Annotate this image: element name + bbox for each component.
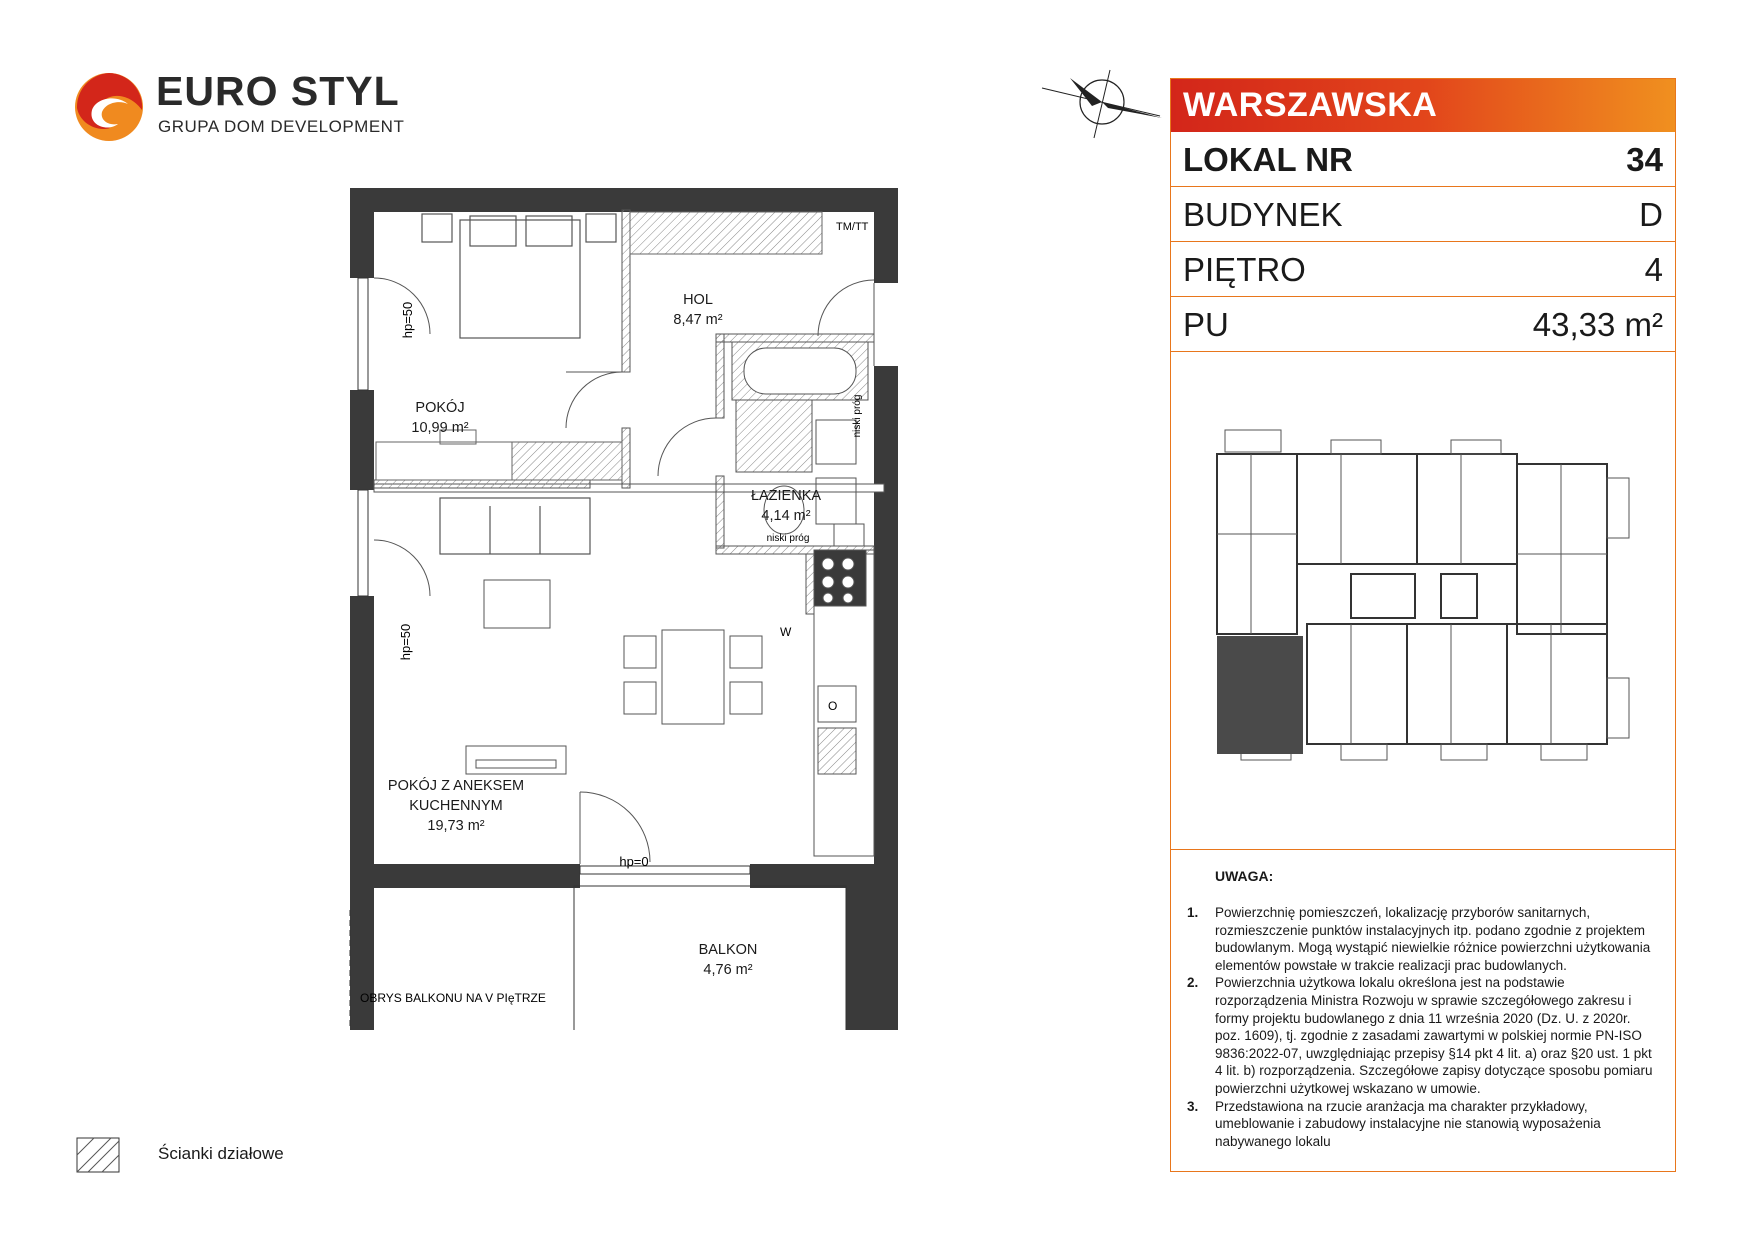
info-row-budynek [1171,187,1675,242]
info-row-pietro [1171,242,1675,297]
room-balkon-area: 4,76 m² [703,962,753,978]
info-row-lokal [1171,132,1675,187]
info-panel [1170,78,1676,1172]
room-salon-area: 19,73 m² [427,818,485,834]
brand-subtitle: GRUPA DOM DEVELOPMENT [158,117,405,136]
kitchen-units [814,550,874,856]
annotation-o: O [828,699,838,713]
dining-set [624,630,762,724]
project-name: WARSZAWSKA [1183,86,1438,124]
room-lazienka-name: ŁAZIENKA [750,488,822,504]
project-title-bar [1171,79,1675,132]
building-site-plan [1211,424,1641,844]
info-label: PU [1183,306,1229,343]
info-label: LOKAL NR [1183,141,1353,178]
info-label: BUDYNEK [1183,196,1343,233]
annotation-hp0: hp=0 [619,854,649,869]
room-hol-area: 8,47 m² [673,312,723,328]
room-pokoj-area: 10,99 m² [411,420,469,436]
annotation-niski-prog-2: niski próg [766,533,810,544]
note-text: Przedstawiona na rzucie aranżacja ma charakter przykładowy, umeblowanie i zabudowy instalacyjne nie stanowią wyposażenia nabywanego lokalu [1215,1098,1601,1149]
info-value: 43,33 m² [1532,306,1663,343]
info-row-pu [1171,297,1675,352]
room-pokoj-name: POKÓJ [415,400,465,416]
info-label: PIĘTRO [1183,251,1306,288]
room-hol-name: HOL [683,292,713,308]
note-number: 2. [1187,975,1199,991]
info-value: D [1639,196,1663,233]
notes-list [1187,904,1657,1150]
note-text: Powierzchnia użytkowa lokalu określona jest na podstawie rozporządzenia Ministra Rozwoju w sprawie szczegółowego zakresu i formy projektu budowlanego z dnia 11 września 2020 (Dz. U. z 2020r. poz. 1609), tj. zgodnie z zasadami zawartymi w polskiej normie PN-ISO 9836:2022-07, uwzględniając przepisy §14 pkt 4 lit. a) oraz §20 ust. 1 pkt 4 lit. b) rozporządzenia. Szczegółowe zapisy dotyczące sposobu pomiaru powierzchni użytkowej wskazano w umowie. [1215,975,1653,1096]
note-number: 3. [1187,1098,1199,1114]
room-salon-name-line2: KUCHENNYM [409,798,503,814]
notes-heading: UWAGA: [1215,868,1274,884]
room-salon-name-line1: POKÓJ Z ANEKSEM [387,778,525,794]
bedroom-furniture [376,430,622,480]
info-value: 4 [1644,251,1663,288]
sofa [440,498,590,554]
bed [422,214,616,338]
room-lazienka-area: 4,14 m² [761,508,811,524]
annotation-w: W [780,625,792,639]
note-item [1187,974,1657,1097]
note-number: 1. [1187,905,1199,920]
note-item [1187,904,1657,974]
annotation-niski-prog-1: niski próg [852,394,863,438]
annotation-balcony-outline: OBRYS BALKONU NA V PIęTRZE [360,991,546,1005]
annotation-tm-tt: TM/TT [836,221,869,233]
euro-styl-logo-icon [72,70,146,144]
room-balkon-name: BALKON [698,942,758,958]
legend-hatch-icon [76,1137,120,1173]
legend-label: Ścianki działowe [158,1144,284,1163]
balcony [350,886,846,1030]
annotation-hp50-top: hp=50 [400,301,415,339]
annotation-hp50-bottom: hp=50 [398,623,413,661]
floor-plan [340,180,910,1030]
note-text: Powierzchnię pomieszczeń, lokalizację przyborów sanitarnych, rozmieszczenie punktów instalacyjnych itp. podano zgodnie z projektem budowlanym. Mogą wystąpić niewielkie różnice powierzchni użytkowania elementów powstałe w trakcie realizacji prac budowlanych. [1215,905,1651,973]
wardrobe-hol [630,212,822,254]
notes-separator [1171,849,1675,850]
info-value: 34 [1626,141,1663,178]
note-item [1187,1098,1657,1151]
brand-name: EURO STYL [156,68,400,114]
north-arrow-icon [1040,68,1162,140]
